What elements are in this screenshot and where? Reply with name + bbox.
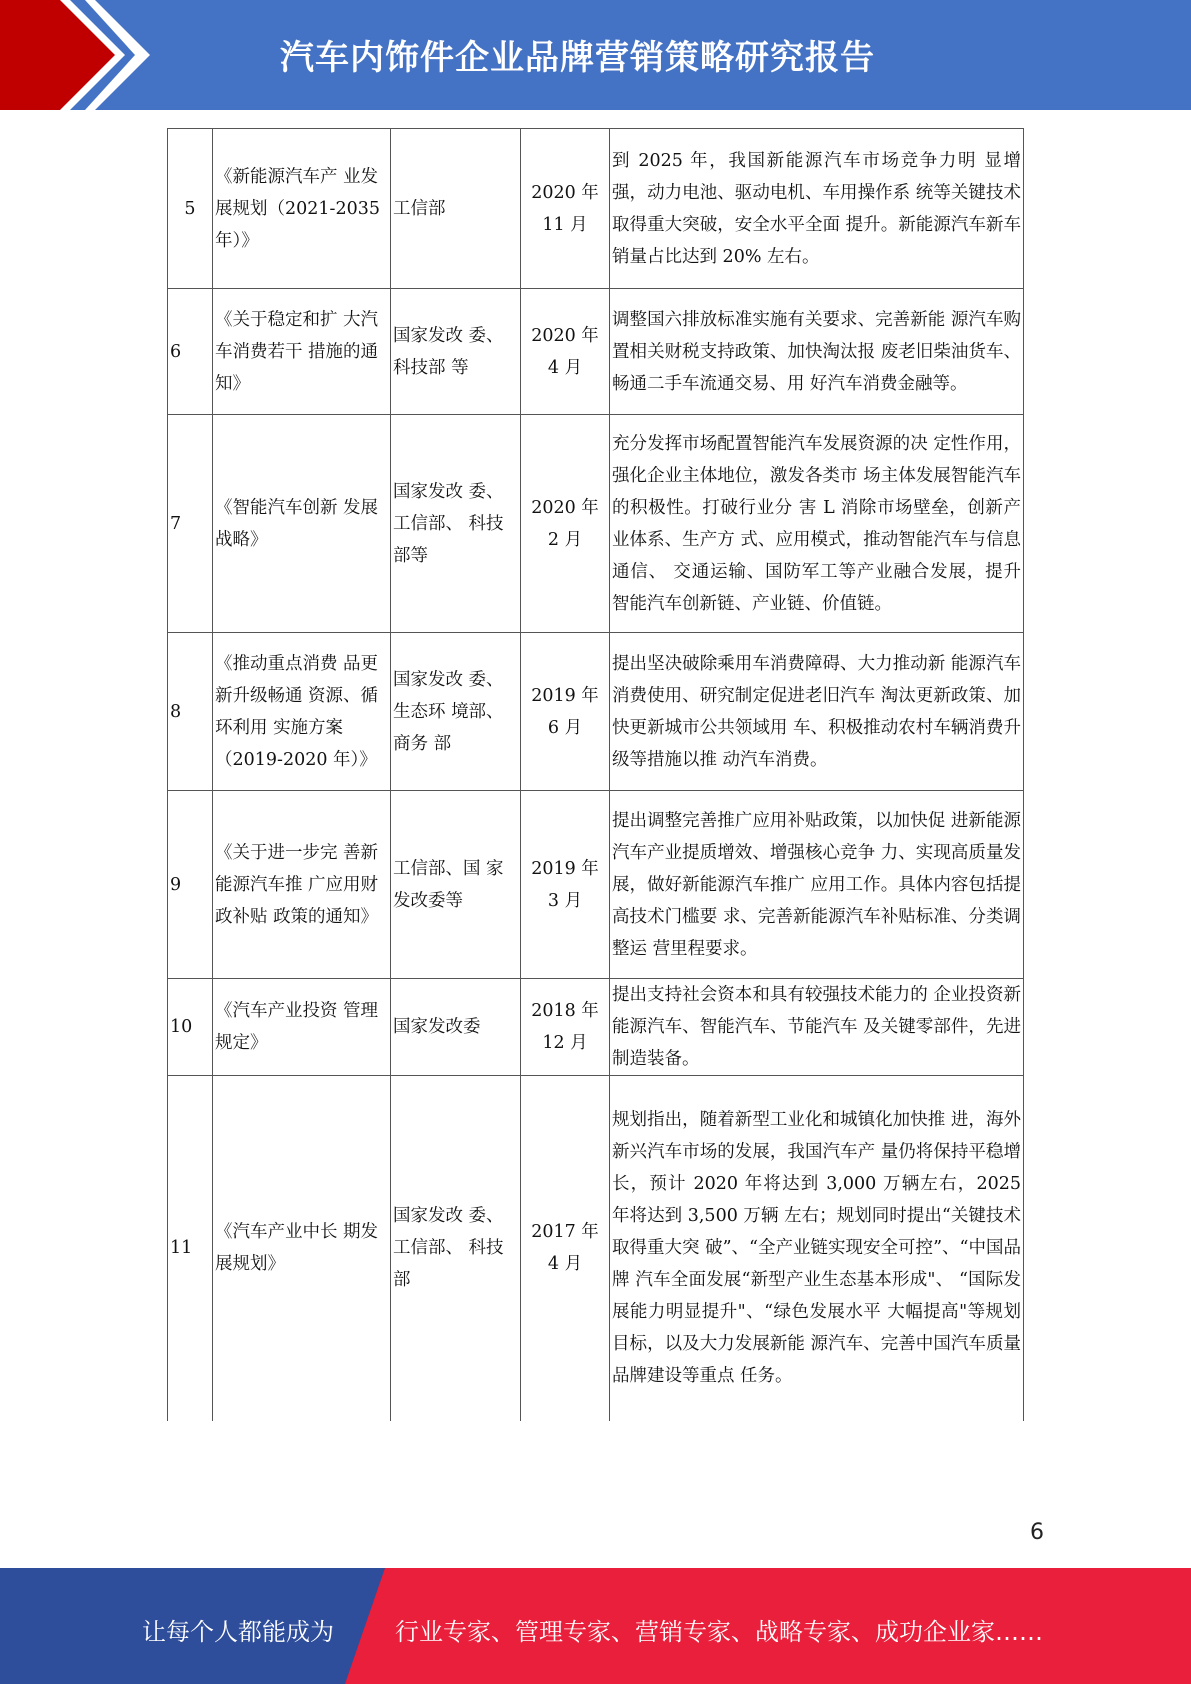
policy-name: 《智能汽车创新 发展战略》 [213,415,391,633]
table-row [168,289,1024,415]
row-number: 8 [168,633,213,791]
table-row [168,979,1024,1076]
table-row [168,415,1024,633]
policy-name: 《汽车产业中长 期发展规划》 [213,1076,391,1421]
row-number: 6 [168,289,213,415]
row-number: 10 [168,979,213,1076]
policy-content: 提出调整完善推广应用补贴政策，以加快促 进新能源汽车产业提质增效、增强核心竞争 力、实现高质量发展，做好新能源汽车推广 应用工作。具体内容包括提高技术门槛要 求、完善新能源汽车补贴标准、分类调整运 营里程要求。 [610,791,1024,979]
row-number: 11 [168,1076,213,1421]
report-title: 汽车内饰件企业品牌营销策略研究报告 [280,38,875,78]
policy-content: 提出支持社会资本和具有较强技术能力的 企业投资新能源汽车、智能汽车、节能汽车 及关键零部件，先进制造装备。 [610,979,1024,1076]
policy-content: 规划指出，随着新型工业化和城镇化加快推 进，海外新兴汽车市场的发展，我国汽车产 量仍将保持平稳增长，预计 2020 年将达到 3,000 万辆左右，2025 年将达到 3,500 万辆 左右；规划同时提出“关键技术取得重大突 破”、“全产业链实现安全可控”、“中国品牌 汽车全面发展“新型产业生态基本形成"、 “国际发展能力明显提升"、“绿色发展水平 大幅提高"等规划目标，以及大力发展新能 源汽车、完善中国汽车质量品牌建设等重点 任务。 [610,1076,1024,1421]
policy-content: 充分发挥市场配置智能汽车发展资源的决 定性作用，强化企业主体地位，激发各类市 场主体发展智能汽车的积极性。打破行业分 害 L 消除市场壁垒，创新产业体系、生产方 式、应用模式，推动智能汽车与信息通信、 交通运输、国防军工等产业融合发展，提升 智能汽车创新链、产业链、价值链。 [610,415,1024,633]
issuing-department: 国家发改 委、工信部、 科技部等 [391,415,521,633]
issuing-department: 国家发改 委、科技部 等 [391,289,521,415]
issuing-department: 国家发改 委、生态环 境部、商务 部 [391,633,521,791]
row-number: 9 [168,791,213,979]
issue-date: 2020 年 2 月 [521,415,610,633]
issue-date: 2019 年 6 月 [521,633,610,791]
policy-content: 到 2025 年，我国新能源汽车市场竞争力明 显增强，动力电池、驱动电机、车用操作系 统等关键技术取得重大突破，安全水平全面 提升。新能源汽车新车销量占比达到 20% 左右。 [610,129,1024,289]
issue-date: 2020 年 4 月 [521,289,610,415]
issue-date: 2018 年 12 月 [521,979,610,1076]
row-number: 5 [168,129,213,289]
issue-date: 2020 年 11 月 [521,129,610,289]
policy-content: 调整国六排放标准实施有关要求、完善新能 源汽车购置相关财税支持政策、加快淘汰报 废老旧柴油货车、畅通二手车流通交易、用 好汽车消费金融等。 [610,289,1024,415]
issuing-department: 国家发改 委、工信部、 科技部 [391,1076,521,1421]
table-row [168,791,1024,979]
issuing-department: 国家发改委 [391,979,521,1076]
page-number: 6 [1030,1520,1044,1545]
footer-experts: 行业专家、管理专家、营销专家、战略专家、成功企业家…… [395,1618,1043,1646]
policy-name: 《推动重点消费 品更新升级畅通 资源、循环利用 实施方案（2019-2020 年）》 [213,633,391,791]
policy-content: 提出坚决破除乘用车消费障碍、大力推动新 能源汽车消费使用、研究制定促进老旧汽车 淘汰更新政策、加快更新城市公共领域用 车、积极推动农村车辆消费升级等措施以推 动汽车消费。 [610,633,1024,791]
issue-date: 2019 年 3 月 [521,791,610,979]
page-footer [0,1568,1191,1684]
issue-date: 2017 年 4 月 [521,1076,610,1421]
table-row [168,1076,1024,1421]
table-row [168,129,1024,289]
table-row [168,633,1024,791]
policy-name: 《汽车产业投资 管理规定》 [213,979,391,1076]
policy-name: 《关于进一步完 善新能源汽车推 广应用财政补贴 政策的通知》 [213,791,391,979]
policy-name: 《新能源汽车产 业发展规划（2021-2035 年）》 [213,129,391,289]
row-number: 7 [168,415,213,633]
issuing-department: 工信部 [391,129,521,289]
footer-slogan: 让每个人都能成为 [142,1618,334,1646]
issuing-department: 工信部、国 家发改委等 [391,791,521,979]
header-arrow-decoration [0,0,150,110]
page-header [0,0,1191,110]
policy-table [167,128,1024,1421]
policy-name: 《关于稳定和扩 大汽车消费若干 措施的通知》 [213,289,391,415]
